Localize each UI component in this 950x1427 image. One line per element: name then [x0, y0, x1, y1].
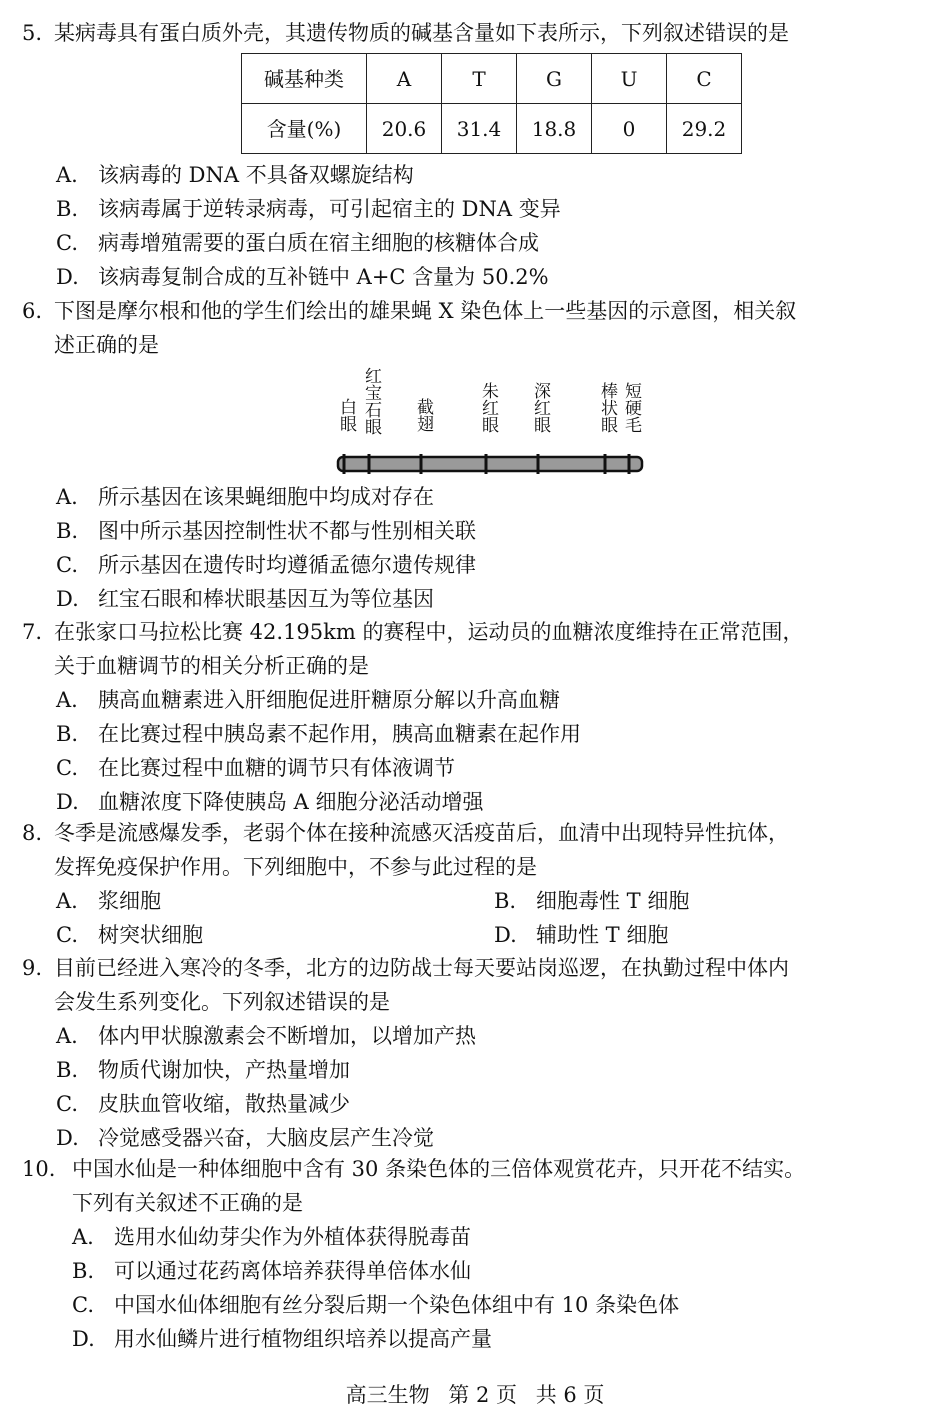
- option-d[interactable]: [22, 582, 932, 616]
- option-label: C.: [56, 756, 78, 780]
- option-text: 树突状细胞: [98, 923, 203, 947]
- option-text: 细胞毒性 T 细胞: [536, 889, 690, 913]
- question-number: 7.: [22, 620, 43, 644]
- option-b[interactable]: [22, 1254, 932, 1288]
- gene-label-white-eye: 白眼: [336, 398, 356, 432]
- option-text: 物质代谢加快，产热量增加: [98, 1058, 350, 1082]
- question-number: 9.: [22, 956, 43, 980]
- option-label: B.: [56, 197, 79, 221]
- option-a[interactable]: [22, 1019, 932, 1053]
- question-stem: 冬季是流感爆发季，老弱个体在接种流感灭活疫苗后，血清中出现特异性抗体，: [54, 821, 789, 845]
- option-label: A.: [56, 688, 78, 712]
- option-text: 在比赛过程中胰岛素不起作用，胰高血糖素在起作用: [98, 722, 581, 746]
- option-label: A.: [72, 1225, 94, 1249]
- option-a[interactable]: [22, 683, 932, 717]
- question-stem-continued: 发挥免疫保护作用。下列细胞中，不参与此过程的是: [54, 855, 537, 879]
- option-text: 图中所示基因控制性状不都与性别相关联: [98, 519, 476, 543]
- option-c[interactable]: [22, 226, 932, 260]
- option-text: 胰高血糖素进入肝细胞促进肝糖原分解以升高血糖: [98, 688, 560, 712]
- option-label: C.: [72, 1293, 94, 1317]
- page-footer: [0, 1378, 950, 1412]
- table-cell: U: [592, 54, 667, 104]
- option-text: 在比赛过程中血糖的调节只有体液调节: [98, 756, 455, 780]
- question-9: [22, 951, 932, 1155]
- question-5-options: [22, 158, 932, 294]
- chromosome-bar: [320, 360, 660, 480]
- option-d[interactable]: [494, 918, 932, 952]
- option-b[interactable]: [22, 514, 932, 548]
- option-c[interactable]: [22, 751, 932, 785]
- question-stem-continued: 述正确的是: [54, 333, 159, 357]
- option-d[interactable]: [22, 1322, 932, 1356]
- question-stem: 目前已经进入寒冷的冬季，北方的边防战士每天要站岗巡逻，在执勤过程中体内: [54, 956, 789, 980]
- table-cell: 碱基种类: [242, 54, 367, 104]
- question-stem: 在张家口马拉松比赛 42.195km 的赛程中，运动员的血糖浓度维持在正常范围，: [54, 620, 804, 644]
- question-number: 6.: [22, 299, 43, 323]
- option-b[interactable]: [22, 717, 932, 751]
- option-text: 用水仙鳞片进行植物组织培养以提高产量: [114, 1327, 492, 1351]
- gene-label-bobbed-bristle: 短硬毛: [621, 382, 641, 433]
- option-text: 血糖浓度下降使胰岛 A 细胞分泌活动增强: [98, 790, 484, 814]
- option-label: D.: [72, 1327, 95, 1351]
- question-8: [22, 816, 932, 952]
- table-cell: 0: [592, 104, 667, 154]
- option-a[interactable]: [56, 884, 494, 918]
- option-a[interactable]: [22, 1220, 932, 1254]
- option-b[interactable]: [22, 192, 932, 226]
- option-d[interactable]: [22, 260, 932, 294]
- table-cell: 20.6: [367, 104, 442, 154]
- option-label: A.: [56, 1024, 78, 1048]
- option-row: [22, 884, 932, 918]
- option-text: 病毒增殖需要的蛋白质在宿主细胞的核糖体合成: [98, 231, 539, 255]
- table-cell: G: [517, 54, 592, 104]
- question-stem-continued: 关于血糖调节的相关分析正确的是: [54, 654, 369, 678]
- base-content-table: [241, 53, 742, 154]
- option-c[interactable]: [22, 1288, 932, 1322]
- question-5: [22, 16, 932, 50]
- option-label: C.: [56, 1092, 78, 1116]
- option-label: B.: [72, 1259, 95, 1283]
- gene-label-bar-eye: 棒状眼: [597, 382, 617, 433]
- table-cell: 31.4: [442, 104, 517, 154]
- table-cell: 含量(%): [242, 104, 367, 154]
- option-text: 该病毒复制合成的互补链中 A+C 含量为 50.2%: [98, 265, 549, 289]
- option-text: 所示基因在该果蝇细胞中均成对存在: [98, 485, 434, 509]
- question-6: [22, 294, 932, 362]
- option-label: B.: [56, 1058, 79, 1082]
- option-text: 中国水仙体细胞有丝分裂后期一个染色体组中有 10 条染色体: [114, 1293, 680, 1317]
- question-number: 10.: [22, 1157, 56, 1181]
- option-label: C.: [56, 231, 78, 255]
- table-cell: C: [667, 54, 742, 104]
- option-text: 所示基因在遗传时均遵循孟德尔遗传规律: [98, 553, 476, 577]
- question-stem: 中国水仙是一种体细胞中含有 30 条染色体的三倍体观赏花卉，只开花不结实。: [72, 1157, 806, 1181]
- gene-label-ruby-eye: 红宝石眼: [361, 367, 381, 435]
- table-header-row: [242, 54, 742, 104]
- option-c[interactable]: [22, 548, 932, 582]
- option-text: 冷觉感受器兴奋，大脑皮层产生冷觉: [98, 1126, 434, 1150]
- table-row: [242, 104, 742, 154]
- option-c[interactable]: [56, 918, 494, 952]
- option-label: D.: [56, 790, 79, 814]
- option-b[interactable]: [494, 884, 932, 918]
- question-6-options: [22, 480, 932, 616]
- option-label: B.: [56, 519, 79, 543]
- footer-total-pages: 共 6 页: [535, 1383, 605, 1407]
- option-label: D.: [494, 923, 517, 947]
- option-label: A.: [56, 889, 78, 913]
- footer-subject: 高三生物: [345, 1383, 430, 1407]
- option-text: 皮肤血管收缩，散热量减少: [98, 1092, 350, 1116]
- option-text: 该病毒属于逆转录病毒，可引起宿主的 DNA 变异: [98, 197, 561, 221]
- option-row: [22, 918, 932, 952]
- chromosome-body: [338, 457, 642, 471]
- gene-label-cut-wing: 截翅: [413, 398, 433, 432]
- option-a[interactable]: [22, 480, 932, 514]
- option-text: 该病毒的 DNA 不具备双螺旋结构: [98, 163, 414, 187]
- option-text: 浆细胞: [98, 889, 161, 913]
- question-number: 8.: [22, 821, 43, 845]
- question-number: 5.: [22, 21, 43, 45]
- option-text: 辅助性 T 细胞: [536, 923, 669, 947]
- question-stem: 下图是摩尔根和他的学生们绘出的雄果蝇 X 染色体上一些基因的示意图，相关叙: [54, 299, 797, 323]
- option-label: B.: [56, 722, 79, 746]
- question-stem: 某病毒具有蛋白质外壳，其遗传物质的碱基含量如下表所示，下列叙述错误的是: [54, 21, 789, 45]
- option-label: D.: [56, 587, 79, 611]
- option-label: D.: [56, 265, 79, 289]
- question-7: [22, 615, 932, 819]
- gene-label-carmine-eye: 深红眼: [530, 382, 550, 433]
- option-a[interactable]: [22, 158, 932, 192]
- table-cell: T: [442, 54, 517, 104]
- question-stem-continued: 下列有关叙述不正确的是: [72, 1191, 303, 1215]
- x-chromosome-diagram: [320, 360, 660, 480]
- option-b[interactable]: [22, 1053, 932, 1087]
- table-cell: 18.8: [517, 104, 592, 154]
- option-label: A.: [56, 485, 78, 509]
- option-text: 体内甲状腺激素会不断增加，以增加产热: [98, 1024, 476, 1048]
- option-text: 选用水仙幼芽尖作为外植体获得脱毒苗: [114, 1225, 471, 1249]
- table-cell: 29.2: [667, 104, 742, 154]
- question-10: [22, 1152, 932, 1356]
- gene-label-vermilion-eye: 朱红眼: [478, 382, 498, 433]
- option-text: 红宝石眼和棒状眼基因互为等位基因: [98, 587, 434, 611]
- option-label: C.: [56, 923, 78, 947]
- question-stem-continued: 会发生系列变化。下列叙述错误的是: [54, 990, 390, 1014]
- option-c[interactable]: [22, 1087, 932, 1121]
- footer-page-number: 第 2 页: [448, 1383, 517, 1407]
- option-label: D.: [56, 1126, 79, 1150]
- option-label: A.: [56, 163, 78, 187]
- option-label: C.: [56, 553, 78, 577]
- option-label: B.: [494, 889, 517, 913]
- option-text: 可以通过花药离体培养获得单倍体水仙: [114, 1259, 471, 1283]
- option-d[interactable]: [22, 1121, 932, 1155]
- option-d[interactable]: [22, 785, 932, 819]
- table-cell: A: [367, 54, 442, 104]
